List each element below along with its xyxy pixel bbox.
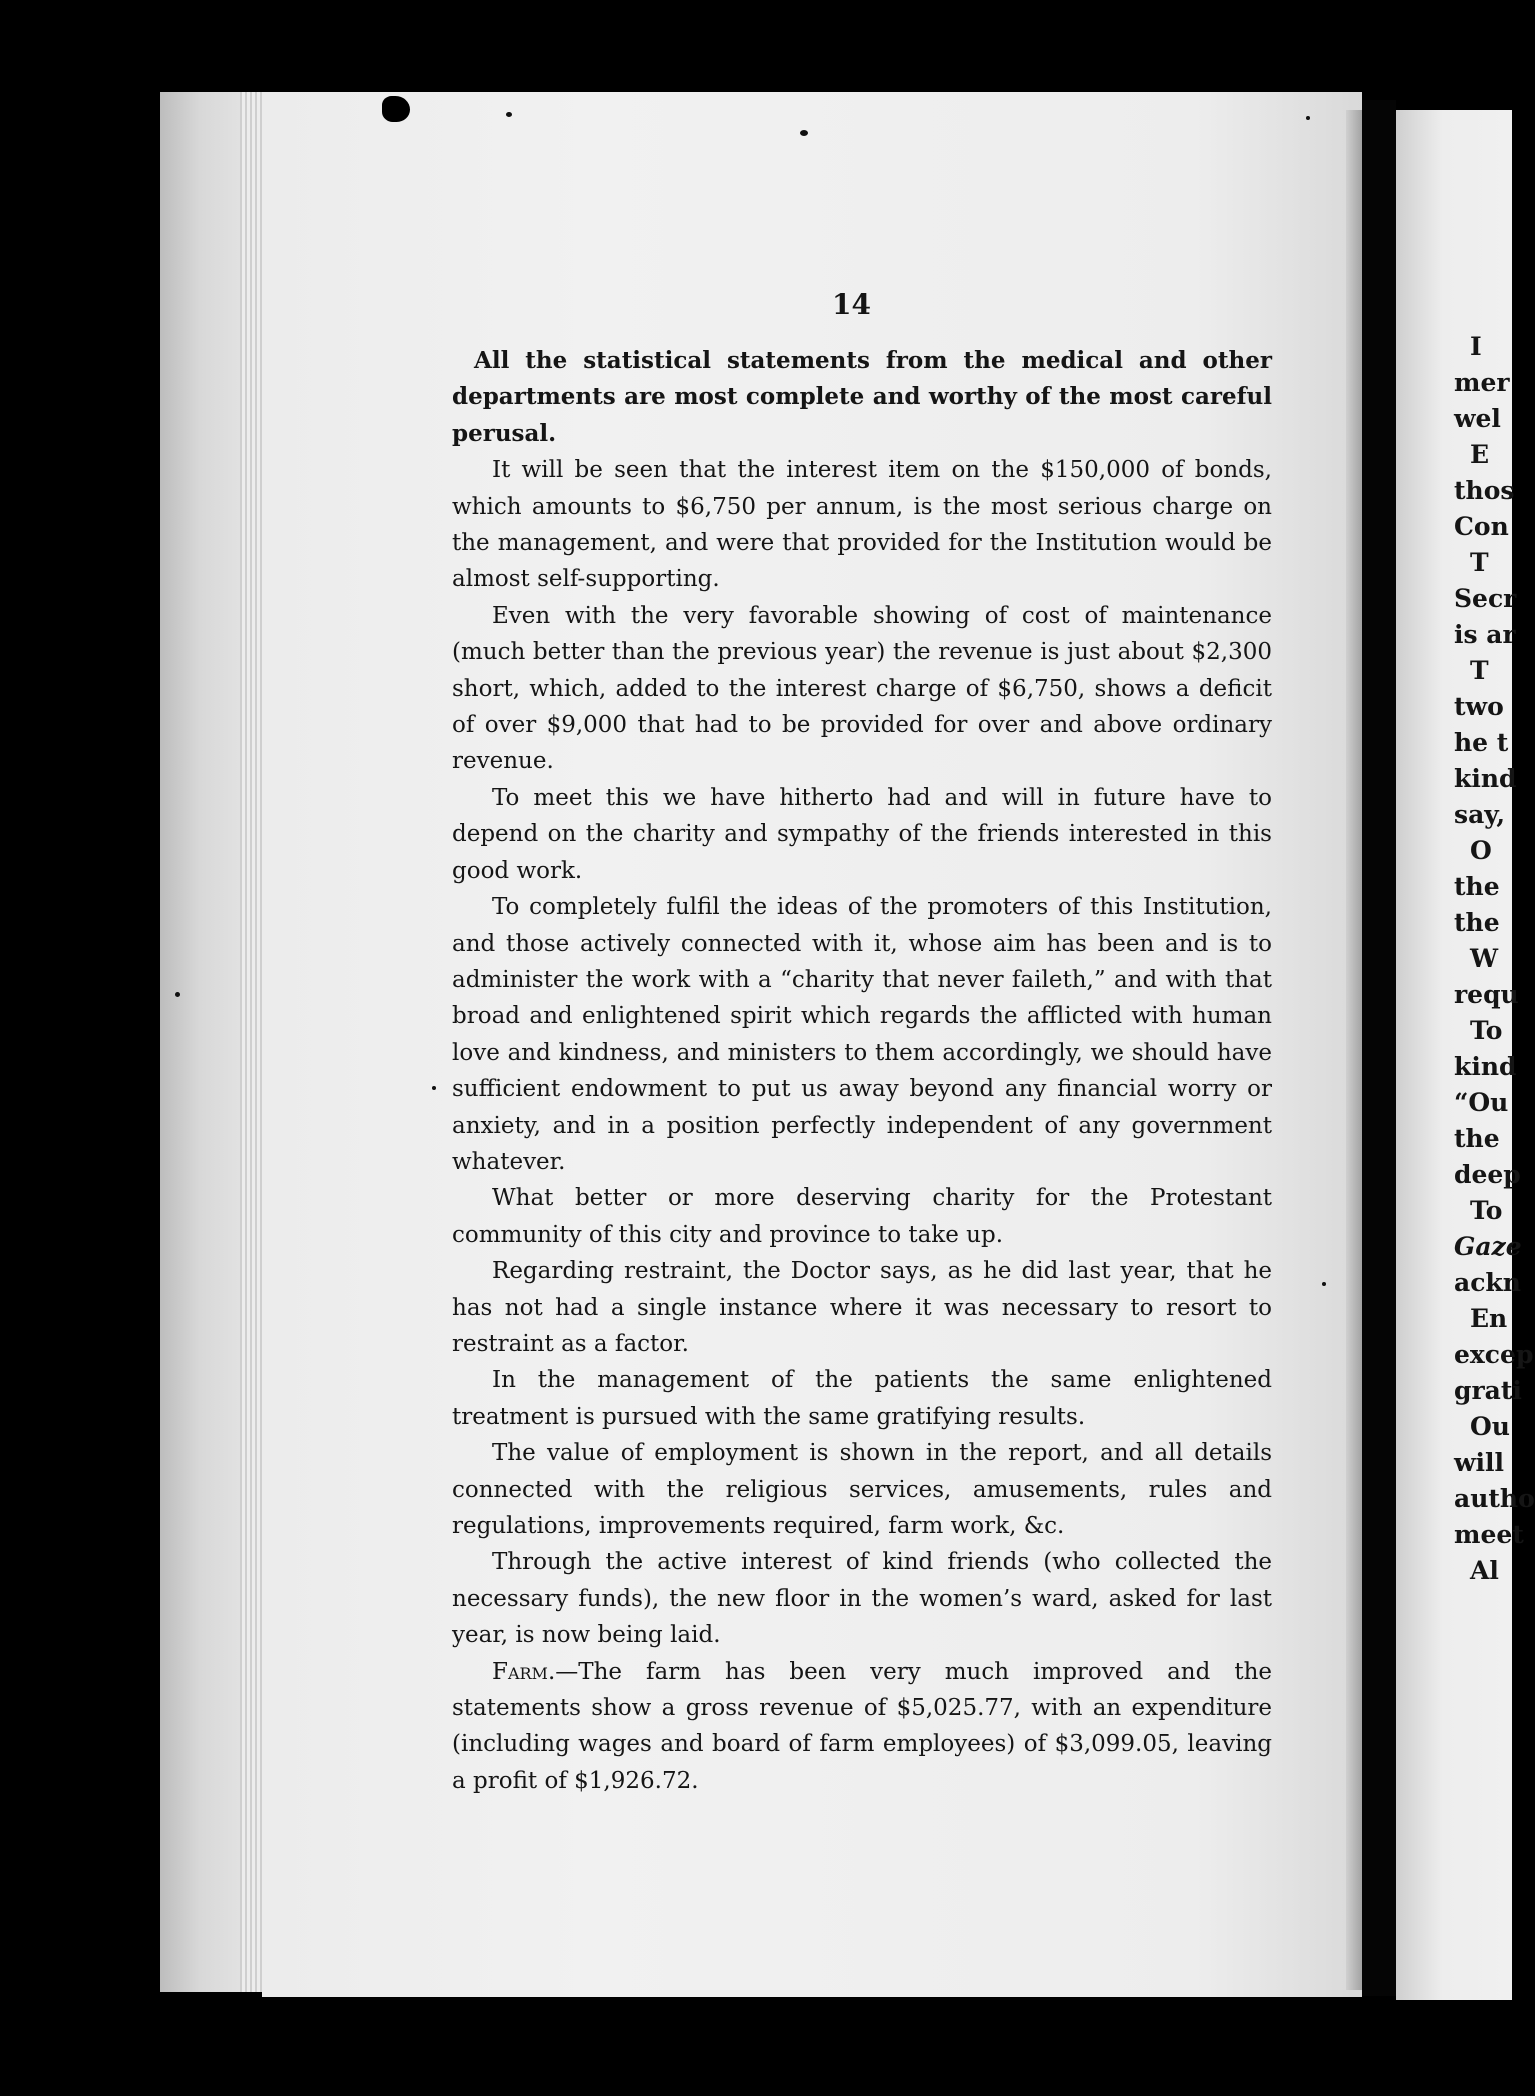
paragraph: To completely fulfil the ideas of the promoters of this Institution, and those actively connected with it, whose aim has been and is to administer the work with a “charity that never faileth,” and with that broad and enlightened spirit which regards the afflicted with human love and kindness, and ministers to them accordingly, we should have sufficient endowment to put us away beyond any financial worry or anxiety, and in a position perfectly independent of any government whatever. (452, 894, 1272, 1175)
facing-line: T (1470, 548, 1489, 577)
facing-line: W (1470, 944, 1499, 973)
facing-line: kind (1454, 1052, 1517, 1081)
facing-line: will (1454, 1448, 1505, 1477)
facing-line: O (1470, 836, 1492, 865)
facing-page (1396, 110, 1535, 2000)
facing-line: is ar (1454, 620, 1516, 649)
facing-line: To (1470, 1196, 1503, 1225)
facing-line: To (1470, 1016, 1503, 1045)
page-body (452, 343, 1272, 1799)
paragraph: It will be seen that the interest item on the $150,000 of bonds, which amounts to $6,750 per annum, is the most serious charge on the management, and were that provided for the Institution would be almost self-supporting. (452, 457, 1272, 593)
facing-line: Gaze (1454, 1232, 1522, 1261)
scan-speck (175, 992, 180, 997)
facing-line: he t (1454, 728, 1509, 757)
farm-paragraph (452, 1654, 1272, 1800)
facing-line: Secr (1454, 584, 1517, 613)
paragraph: All the statistical statements from the medical and other departments are most complete and worthy of the most careful perusal. (452, 347, 1272, 447)
facing-line: mer (1454, 368, 1510, 397)
facing-line: ackn (1454, 1268, 1521, 1297)
facing-line: the (1454, 1124, 1500, 1153)
facing-line: T (1470, 656, 1489, 685)
facing-line: requ (1454, 980, 1519, 1009)
scan-speck (506, 112, 512, 117)
facing-line: wel (1454, 404, 1501, 433)
scan-speck (800, 130, 808, 136)
facing-line: grati (1454, 1376, 1522, 1405)
facing-line: the (1454, 908, 1500, 937)
facing-line: Con (1454, 512, 1509, 541)
paragraph: Even with the very favorable showing of cost of maintenance (much better than the previous year) the revenue is just about $2,300 short, which, added to the interest charge of $6,750, shows a deficit of over $9,000 that had to be provided for over and above ordinary revenue. (452, 602, 1272, 775)
page-number: 14 (832, 288, 871, 321)
facing-line: I (1470, 332, 1482, 361)
facing-line: excep (1454, 1340, 1534, 1369)
facing-line: two (1454, 692, 1504, 721)
facing-line: kind (1454, 764, 1517, 793)
paragraph: In the management of the patients the same enlightened treatment is pursued with the same gratifying results. (452, 1367, 1272, 1430)
facing-line: En (1470, 1304, 1508, 1333)
farm-heading: Farm. (492, 1658, 556, 1685)
facing-line: say, (1454, 800, 1506, 829)
farm-text: —The farm has been very much improved and the statements show a gross revenue of $5,025.77, with an expenditure (including wages and board of farm employees) of $3,099.05, leaving a profit of $1,926.72. (452, 1658, 1272, 1794)
scan-speck (1306, 116, 1310, 120)
scan-speck (432, 1086, 436, 1090)
facing-line: meet (1454, 1520, 1524, 1549)
facing-line: Ou (1470, 1412, 1510, 1441)
paragraph: What better or more deserving charity for the Protestant community of this city and province to take up. (452, 1185, 1272, 1248)
facing-line: “Ou (1454, 1088, 1509, 1117)
paragraph: The value of employment is shown in the report, and all details connected with the religious services, amusements, rules and regulations, improvements required, farm work, &c. (452, 1440, 1272, 1539)
paragraph: Through the active interest of kind friends (who collected the necessary funds), the new floor in the women’s ward, asked for last year, is now being laid. (452, 1549, 1272, 1649)
facing-line: deep (1454, 1160, 1521, 1189)
paragraph: To meet this we have hitherto had and will in future have to depend on the charity and sympathy of the friends interested in this good work. (452, 784, 1272, 884)
scan-speck (1322, 1282, 1326, 1286)
paragraph: Regarding restraint, the Doctor says, as he did last year, that he has not had a single instance where it was necessary to resort to restraint as a factor. (452, 1258, 1272, 1357)
facing-line: autho (1454, 1484, 1535, 1513)
facing-line: thos (1454, 476, 1515, 505)
facing-line: the (1454, 872, 1500, 901)
facing-line: E (1470, 440, 1490, 469)
facing-line: Al (1470, 1556, 1499, 1585)
book-gutter (1362, 100, 1396, 1996)
ink-blot (382, 96, 410, 122)
